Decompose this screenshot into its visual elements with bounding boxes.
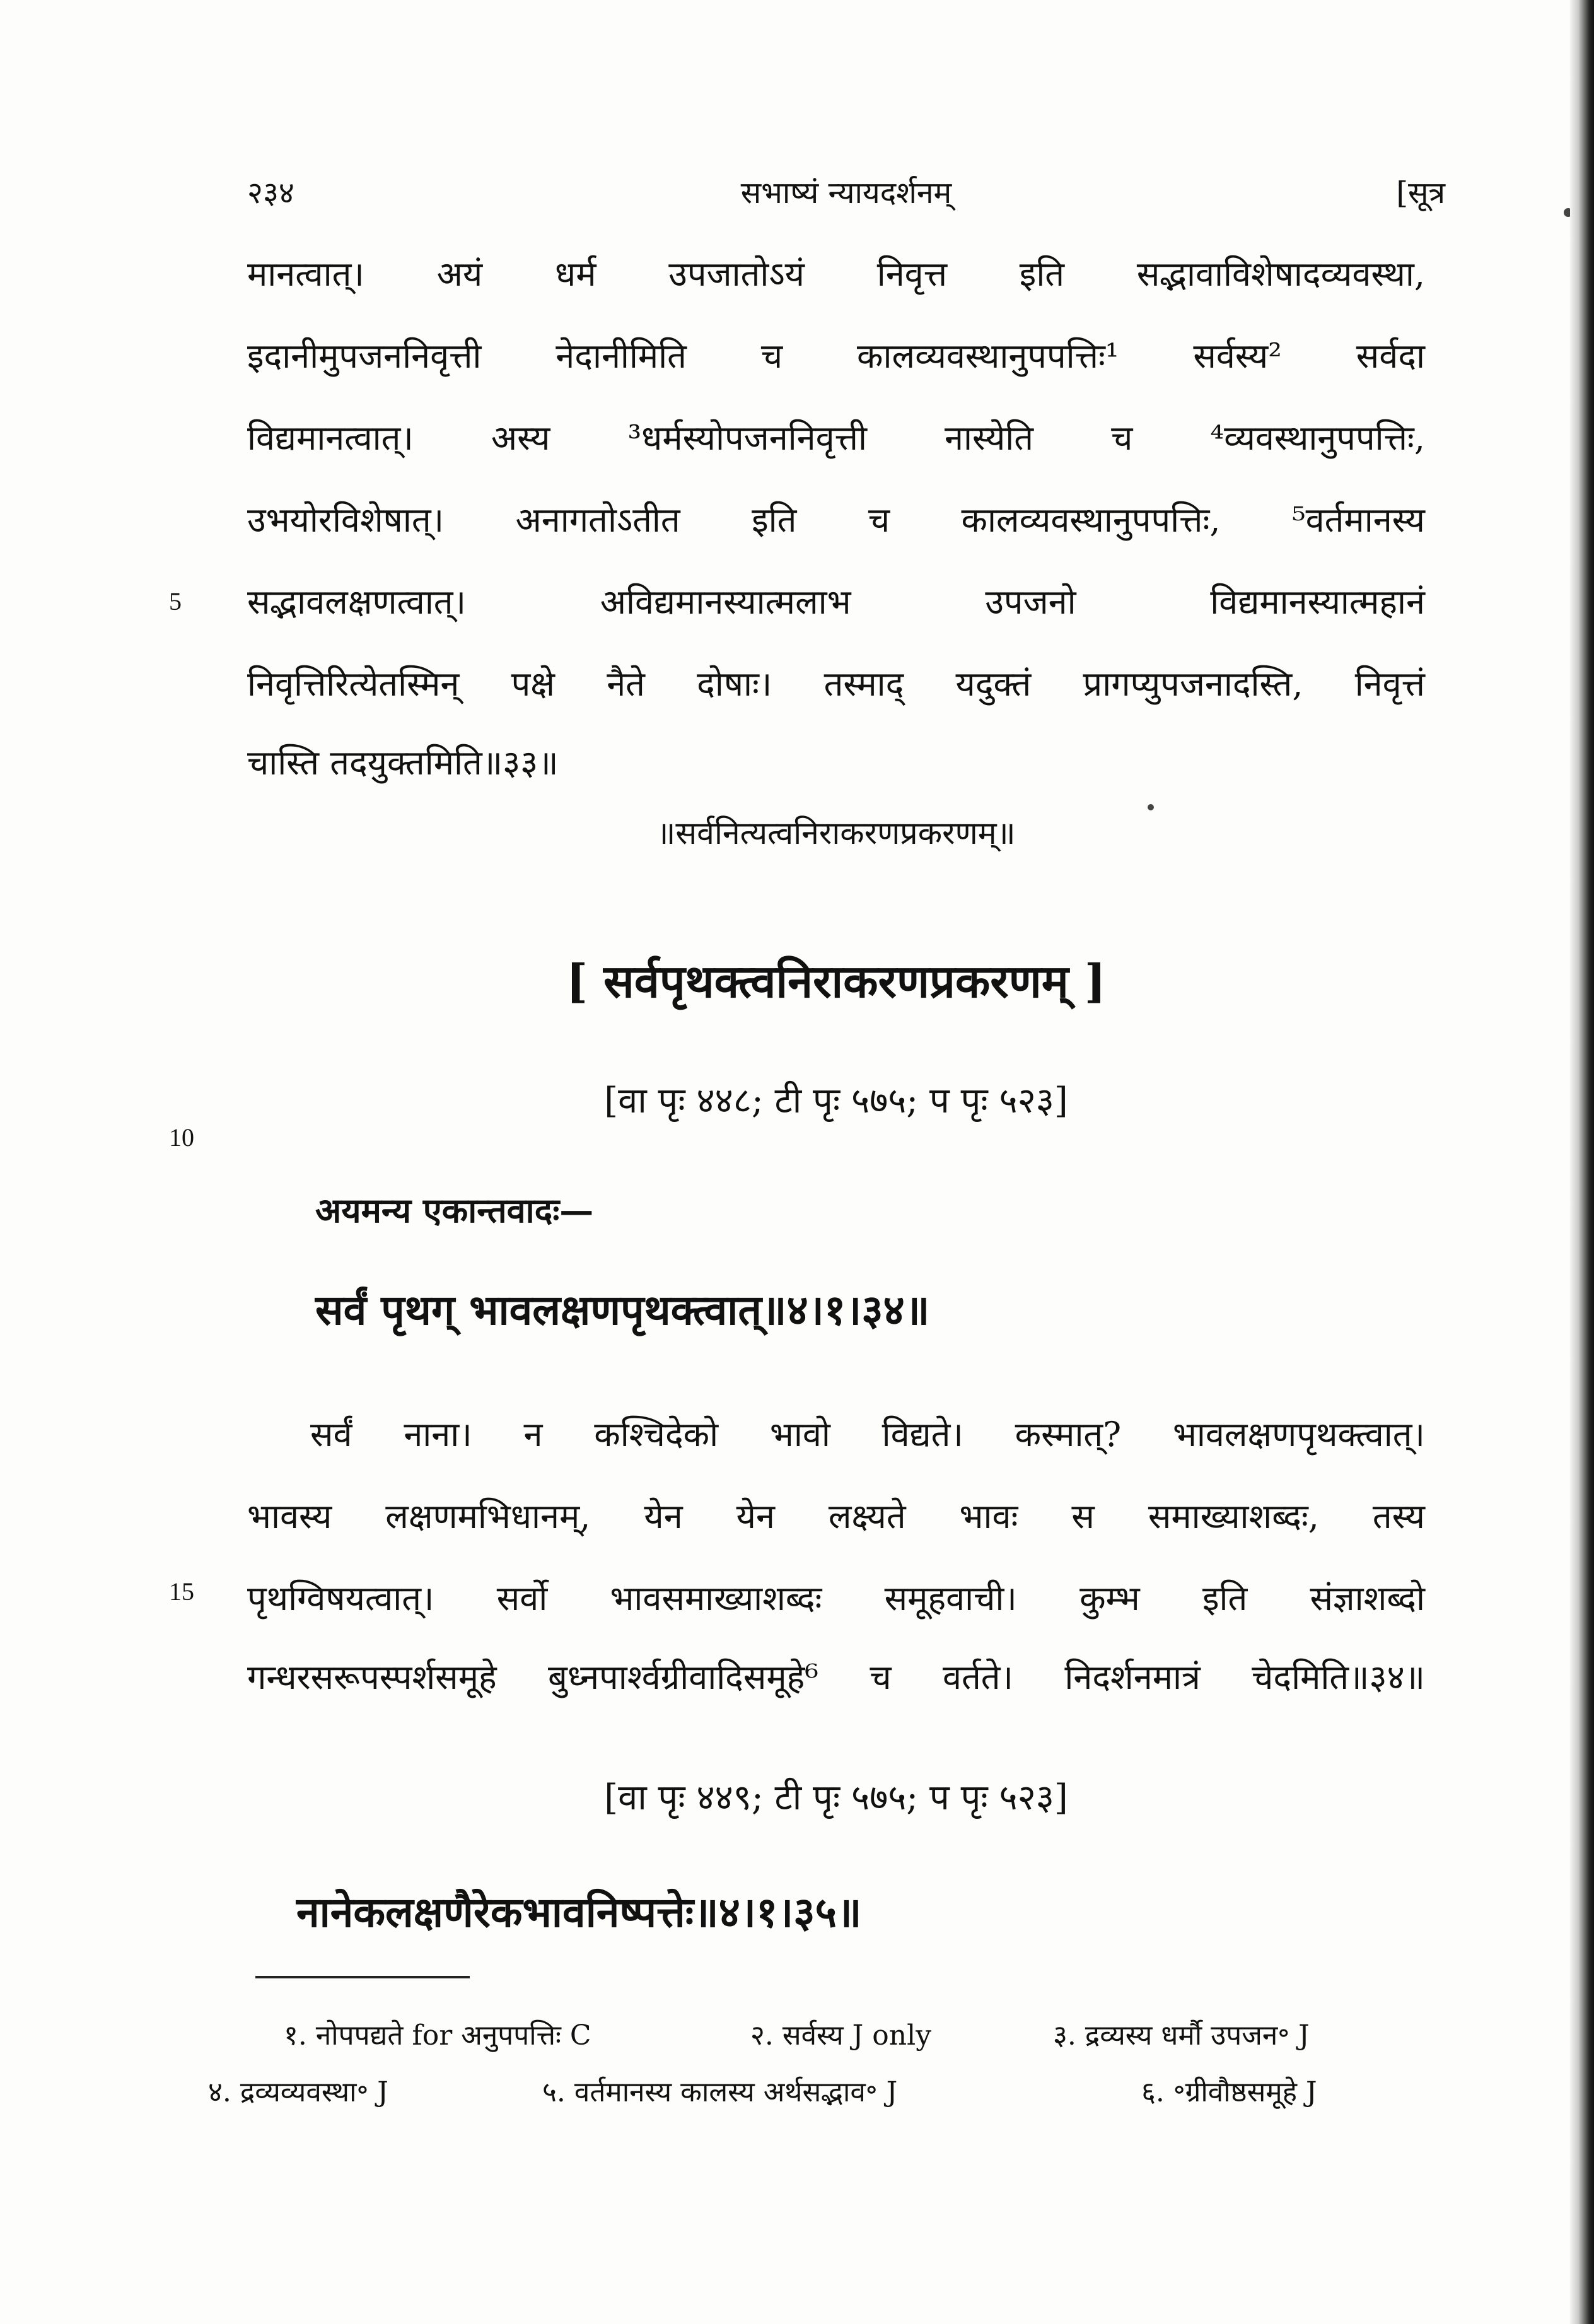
binding-shadow — [1570, 0, 1594, 2324]
line-number: 5 — [169, 587, 182, 616]
text-line: चास्ति तदयुक्तमिति॥३३॥ — [247, 743, 559, 783]
footnote: ५. वर्तमानस्य कालस्य अर्थसद्भाव॰ J — [542, 2076, 898, 2108]
line-number: 15 — [169, 1577, 194, 1606]
text-line: उभयोरविशेषात्। अनागतोऽतीत इति च कालव्यवस्थानुपपत्तिः, ⁵वर्तमानस्य — [247, 500, 1425, 540]
text-line: सर्वं नाना। न कश्चिदेको भावो विद्यते। कस्मात्? भावलक्षणपृथक्त्वात्। — [310, 1415, 1425, 1454]
footnote-divider — [255, 1976, 470, 1978]
text-line: निवृत्तिरित्येतस्मिन् पक्षे नैते दोषाः। तस्माद् यदुक्तं प्रागप्युपजनादस्ति, निवृत्तं — [247, 664, 1425, 704]
line-number: 10 — [169, 1123, 194, 1152]
sutra-heading: नानेकलक्षणैरेकभावनिष्पत्तेः॥४।१।३५॥ — [296, 1888, 862, 1937]
reference-line: [वा पृः ४४८; टी पृः ५७५; प पृः ५२३] — [604, 1080, 1068, 1121]
running-title: सभाष्यं न्यायदर्शनम् — [740, 175, 952, 211]
prakarana-end-mark: ॥सर्वनित्यत्वनिराकरणप्रकरणम्॥ — [656, 815, 1016, 851]
text-line: पृथग्विषयत्वात्। सर्वो भावसमाख्याशब्दः समूहवाची। कुम्भ इति संज्ञाशब्दो — [247, 1579, 1425, 1618]
text-line: सद्भावलक्षणत्वात्। अविद्यमानस्यात्मलाभ उपजनो विद्यमानस्यात्महानं — [247, 582, 1425, 622]
sutra-heading: सर्वं पृथग् भावलक्षणपृथक्त्वात्॥४।१।३४॥ — [315, 1285, 930, 1334]
footnote: ३. द्रव्यस्य धर्मौ उपजन॰ J — [1053, 2019, 1310, 2052]
footnote: ४. द्रव्यव्यवस्था॰ J — [208, 2076, 388, 2108]
reference-line: [वा पृः ४४९; टी पृः ५७५; प पृः ५२३] — [604, 1777, 1068, 1818]
page-number: २३४ — [247, 175, 294, 211]
running-header — [247, 172, 1445, 222]
ink-speck — [1148, 804, 1154, 810]
text-line: इदानीमुपजननिवृत्ती नेदानीमिति च कालव्यवस्थानुपपत्तिः¹ सर्वस्य² सर्वदा — [247, 336, 1425, 376]
footnote: २. सर्वस्य J only — [750, 2019, 932, 2052]
footnote: ६. ॰ग्रीवौष्ठसमूहे J — [1141, 2076, 1317, 2108]
text-line: गन्धरसरूपस्पर्शसमूहे बुध्नपार्श्वग्रीवादिसमूहे⁶ च वर्तते। निदर्शनमात्रं चेदमिति॥३४॥ — [247, 1657, 1425, 1697]
text-line: विद्यमानत्वात्। अस्य ³धर्मस्योपजननिवृत्ती नास्येति च ⁴व्यवस्थानुपपत्तिः, — [247, 418, 1425, 458]
footnote: १. नोपपद्यते for अनुपपत्तिः C — [284, 2019, 591, 2052]
section-marker: [सूत्र — [1396, 175, 1445, 211]
text-line: मानत्वात्। अयं धर्म उपजातोऽयं निवृत्त इति सद्भावाविशेषादव्यवस्था, — [247, 254, 1425, 294]
section-title: [ सर्वपृथक्त्वनिराकरणप्रकरणम् ] — [566, 954, 1106, 1008]
text-line: भावस्य लक्षणमभिधानम्, येन येन लक्ष्यते भावः स समाख्याशब्दः, तस्य — [247, 1497, 1425, 1536]
intro-text: अयमन्य एकान्तवादः— — [315, 1190, 594, 1230]
